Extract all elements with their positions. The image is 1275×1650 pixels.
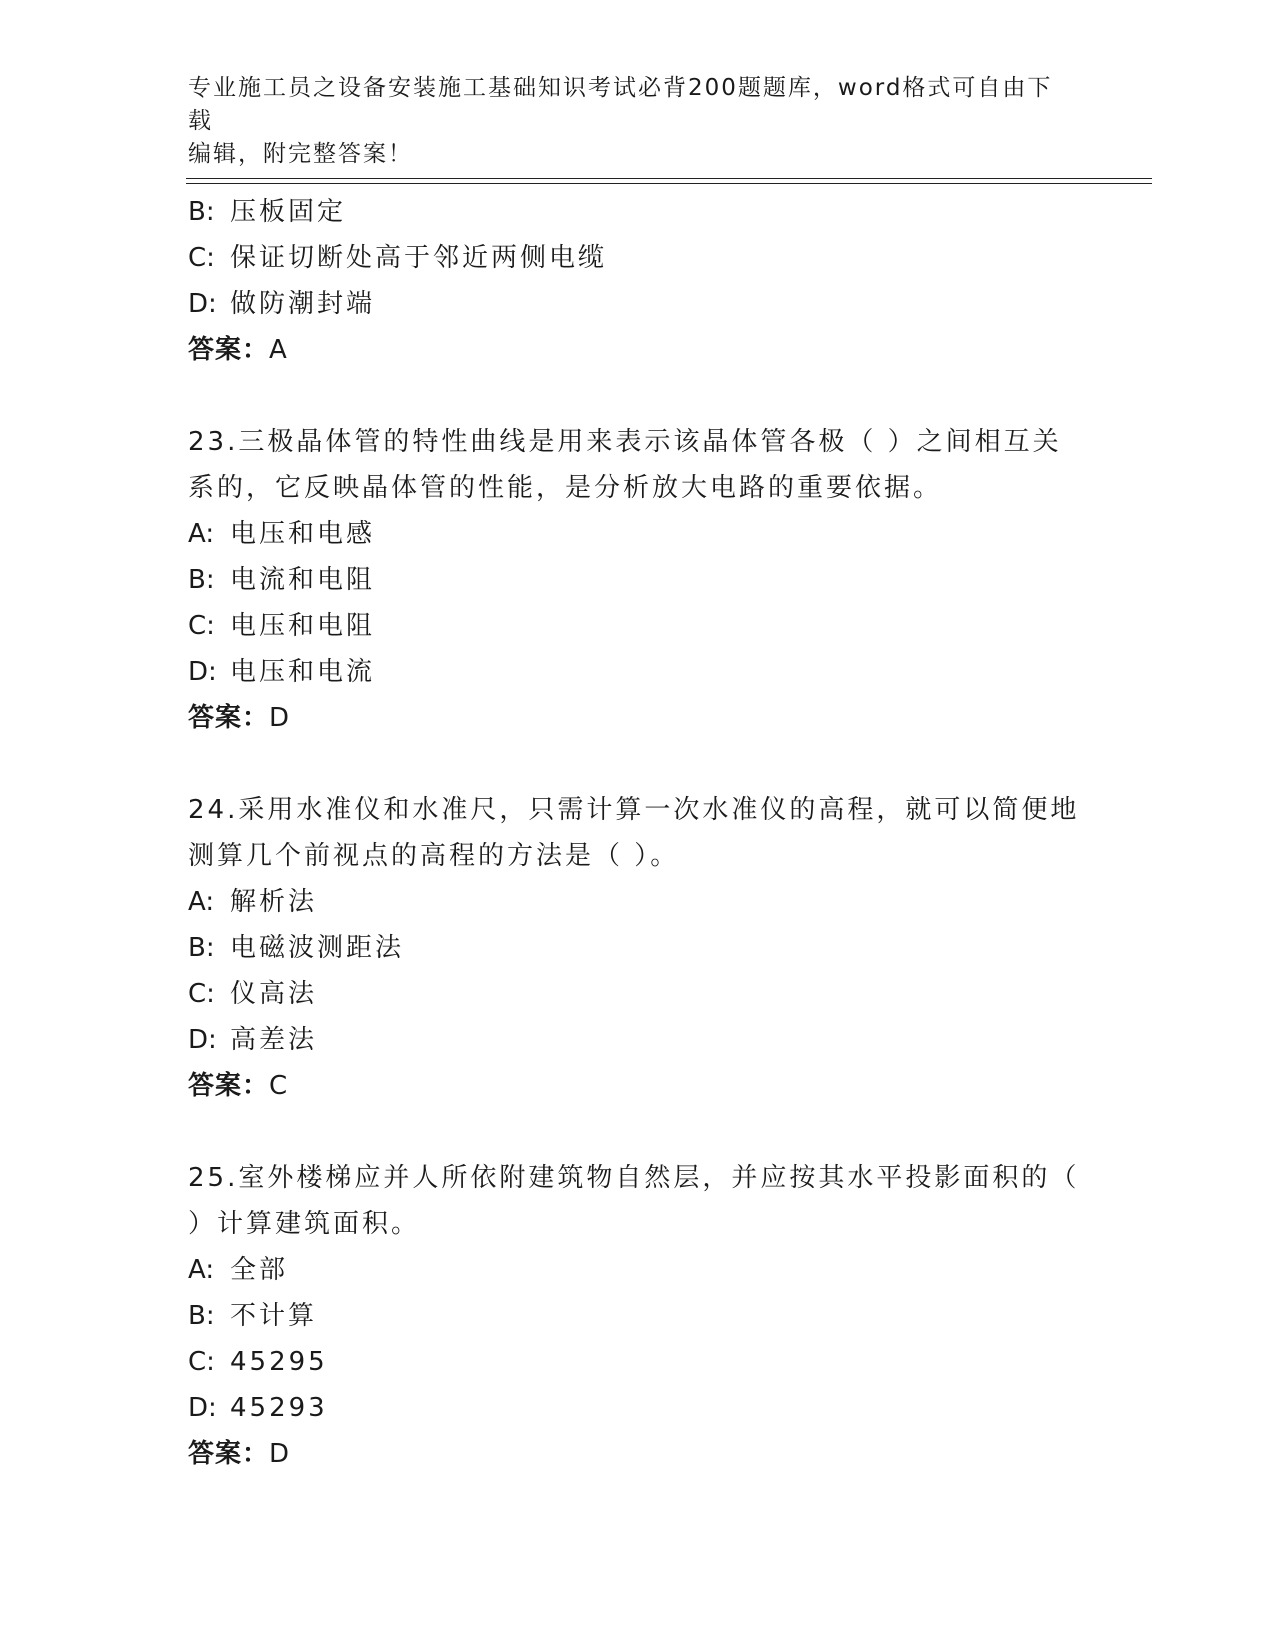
option-text: 电压和电流	[230, 657, 376, 687]
option-letter: C:	[188, 979, 215, 1009]
question-text-line-2: 系的，它反映晶体管的性能，是分析放大电路的重要依据。	[188, 473, 943, 503]
option-text: 电磁波测距法	[230, 933, 405, 963]
question-text-line-2: ）计算建筑面积。	[188, 1209, 421, 1239]
option-letter: C:	[188, 611, 215, 641]
answer-row	[188, 1431, 1088, 1477]
option-text: 高差法	[230, 1025, 318, 1055]
option-letter: A:	[188, 519, 215, 549]
option-letter: C:	[188, 1347, 215, 1377]
option-row	[188, 235, 1088, 281]
option-row	[188, 603, 1088, 649]
answer-row	[188, 695, 1088, 741]
question-text-line-1: 24.采用水准仪和水准尺，只需计算一次水准仪的高程，就可以简便地	[188, 795, 1080, 825]
option-letter: D:	[188, 657, 217, 687]
option-text: 做防潮封端	[230, 289, 376, 319]
question-text-line-1: 23.三极晶体管的特性曲线是用来表示该晶体管各极（ ）之间相互关	[188, 427, 1062, 457]
option-text: 电压和电阻	[230, 611, 376, 641]
option-row	[188, 1385, 1088, 1431]
question-block	[188, 787, 1088, 1109]
option-letter: A:	[188, 887, 215, 917]
option-row	[188, 557, 1088, 603]
option-text: 保证切断处高于邻近两侧电缆	[230, 243, 608, 273]
option-row	[188, 649, 1088, 695]
header-title-line-1: 专业施工员之设备安装施工基础知识考试必背200题题库，word格式可自由下载	[188, 75, 1053, 134]
option-text: 45293	[230, 1393, 328, 1423]
option-row	[188, 879, 1088, 925]
answer-value: A	[269, 335, 288, 365]
option-text: 压板固定	[230, 197, 347, 227]
option-letter: B:	[188, 1301, 215, 1331]
question-block	[188, 1155, 1088, 1477]
question-list	[188, 189, 1088, 1477]
option-row	[188, 1017, 1088, 1063]
option-letter: B:	[188, 933, 215, 963]
option-letter: C:	[188, 243, 215, 273]
option-text: 仪高法	[230, 979, 318, 1009]
option-text: 电压和电感	[230, 519, 376, 549]
option-row	[188, 971, 1088, 1017]
answer-value: D	[269, 1439, 291, 1469]
answer-value: C	[269, 1071, 289, 1101]
answer-label: 答案：	[188, 335, 270, 365]
option-text: 不计算	[230, 1301, 318, 1331]
header-title-line-2: 编辑，附完整答案！	[188, 141, 413, 167]
option-letter: D:	[188, 1393, 217, 1423]
option-row	[188, 1293, 1088, 1339]
option-text: 全部	[230, 1255, 289, 1285]
option-row	[188, 189, 1088, 235]
option-text: 解析法	[230, 887, 318, 917]
previous-question-tail	[188, 189, 1088, 373]
option-row	[188, 925, 1088, 971]
option-letter: B:	[188, 197, 215, 227]
answer-label: 答案：	[188, 703, 270, 733]
option-letter: D:	[188, 289, 217, 319]
header-divider-top	[186, 178, 1152, 179]
option-letter: B:	[188, 565, 215, 595]
option-row	[188, 1339, 1088, 1385]
option-text: 45295	[230, 1347, 328, 1377]
option-letter: A:	[188, 1255, 215, 1285]
question-block	[188, 419, 1088, 741]
answer-label: 答案：	[188, 1439, 270, 1469]
question-text-line-2: 测算几个前视点的高程的方法是（ ）。	[188, 841, 680, 871]
option-row	[188, 511, 1088, 557]
answer-row	[188, 1063, 1088, 1109]
option-text: 电流和电阻	[230, 565, 376, 595]
answer-row	[188, 327, 1088, 373]
answer-value: D	[269, 703, 291, 733]
answer-label: 答案：	[188, 1071, 270, 1101]
option-row	[188, 281, 1088, 327]
document-header	[188, 72, 1068, 171]
question-text-line-1: 25.室外楼梯应并人所依附建筑物自然层，并应按其水平投影面积的（	[188, 1163, 1080, 1193]
option-row	[188, 1247, 1088, 1293]
header-divider-bottom	[186, 183, 1152, 184]
option-letter: D:	[188, 1025, 217, 1055]
